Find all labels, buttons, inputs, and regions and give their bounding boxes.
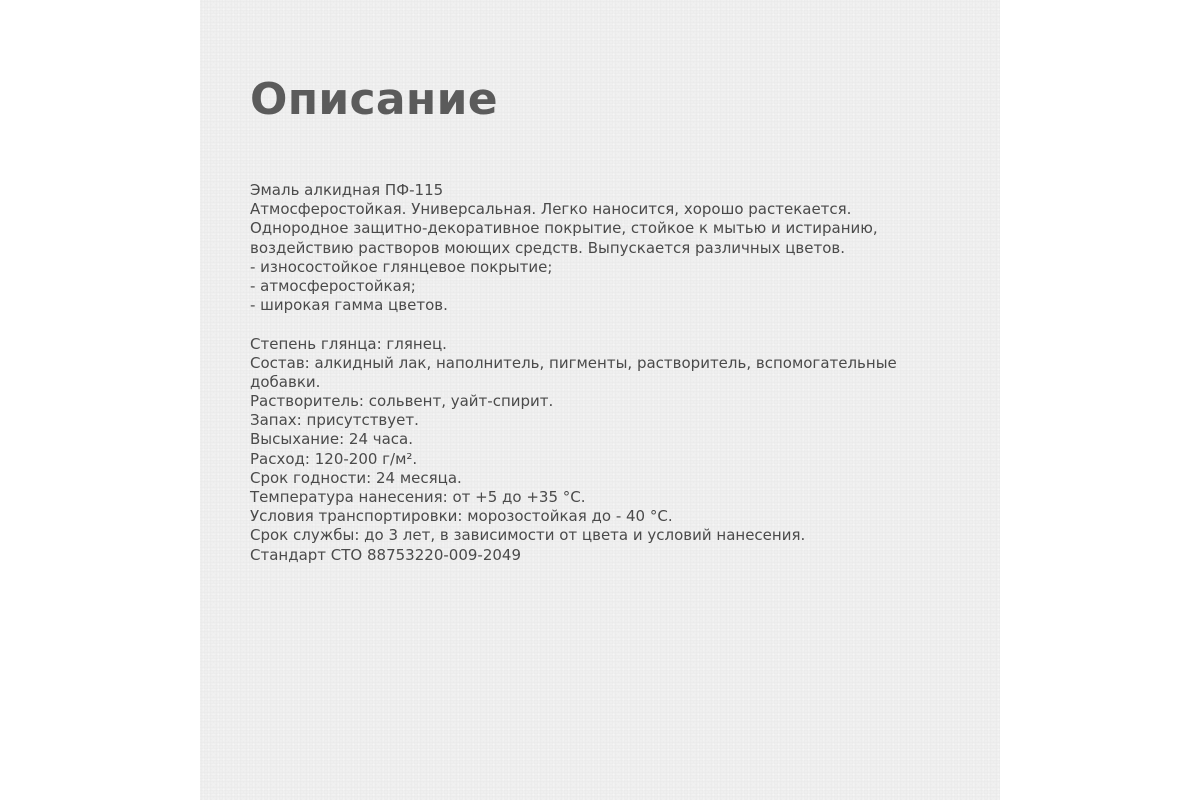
spec-line: Растворитель: сольвент, уайт-спирит. xyxy=(250,392,554,411)
spec-line: Стандарт СТО 88753220-009-2049 xyxy=(250,545,521,564)
feature-item: - широкая гамма цветов. xyxy=(250,296,448,315)
spec-line: Срок службы: до 3 лет, в зависимости от цвета и условий нанесения. xyxy=(250,526,806,545)
description-panel xyxy=(200,0,1000,800)
spec-line: Срок годности: 24 месяца. xyxy=(250,468,462,487)
spec-line: Состав: алкидный лак, наполнитель, пигменты, растворитель, вспомогательные xyxy=(250,353,897,372)
spec-line: Расход: 120-200 г/м². xyxy=(250,449,418,468)
feature-item: - износостойкое глянцевое покрытие; xyxy=(250,257,553,276)
paragraph-spacer xyxy=(250,315,970,334)
description-body xyxy=(250,181,970,565)
spec-line: Высыхание: 24 часа. xyxy=(250,430,414,449)
spec-line: Степень глянца: глянец. xyxy=(250,334,447,353)
intro-line: Однородное защитно-декоративное покрытие, стойкое к мытью и истиранию, xyxy=(250,219,878,238)
intro-line: воздействию растворов моющих средств. Выпускается различных цветов. xyxy=(250,238,846,257)
spec-line: Условия транспортировки: морозостойкая до - 40 °С. xyxy=(250,507,673,526)
spec-line: Температура нанесения: от +5 до +35 °С. xyxy=(250,488,586,506)
intro-line: Атмосферостойкая. Универсальная. Легко наносится, хорошо растекается. xyxy=(250,200,852,219)
spec-line: добавки. xyxy=(250,372,321,391)
spec-line: Запах: присутствует. xyxy=(250,411,419,430)
page-title: Описание xyxy=(250,74,498,125)
intro-line: Эмаль алкидная ПФ-115 xyxy=(250,181,444,199)
feature-item: - атмосферостойкая; xyxy=(250,276,416,295)
